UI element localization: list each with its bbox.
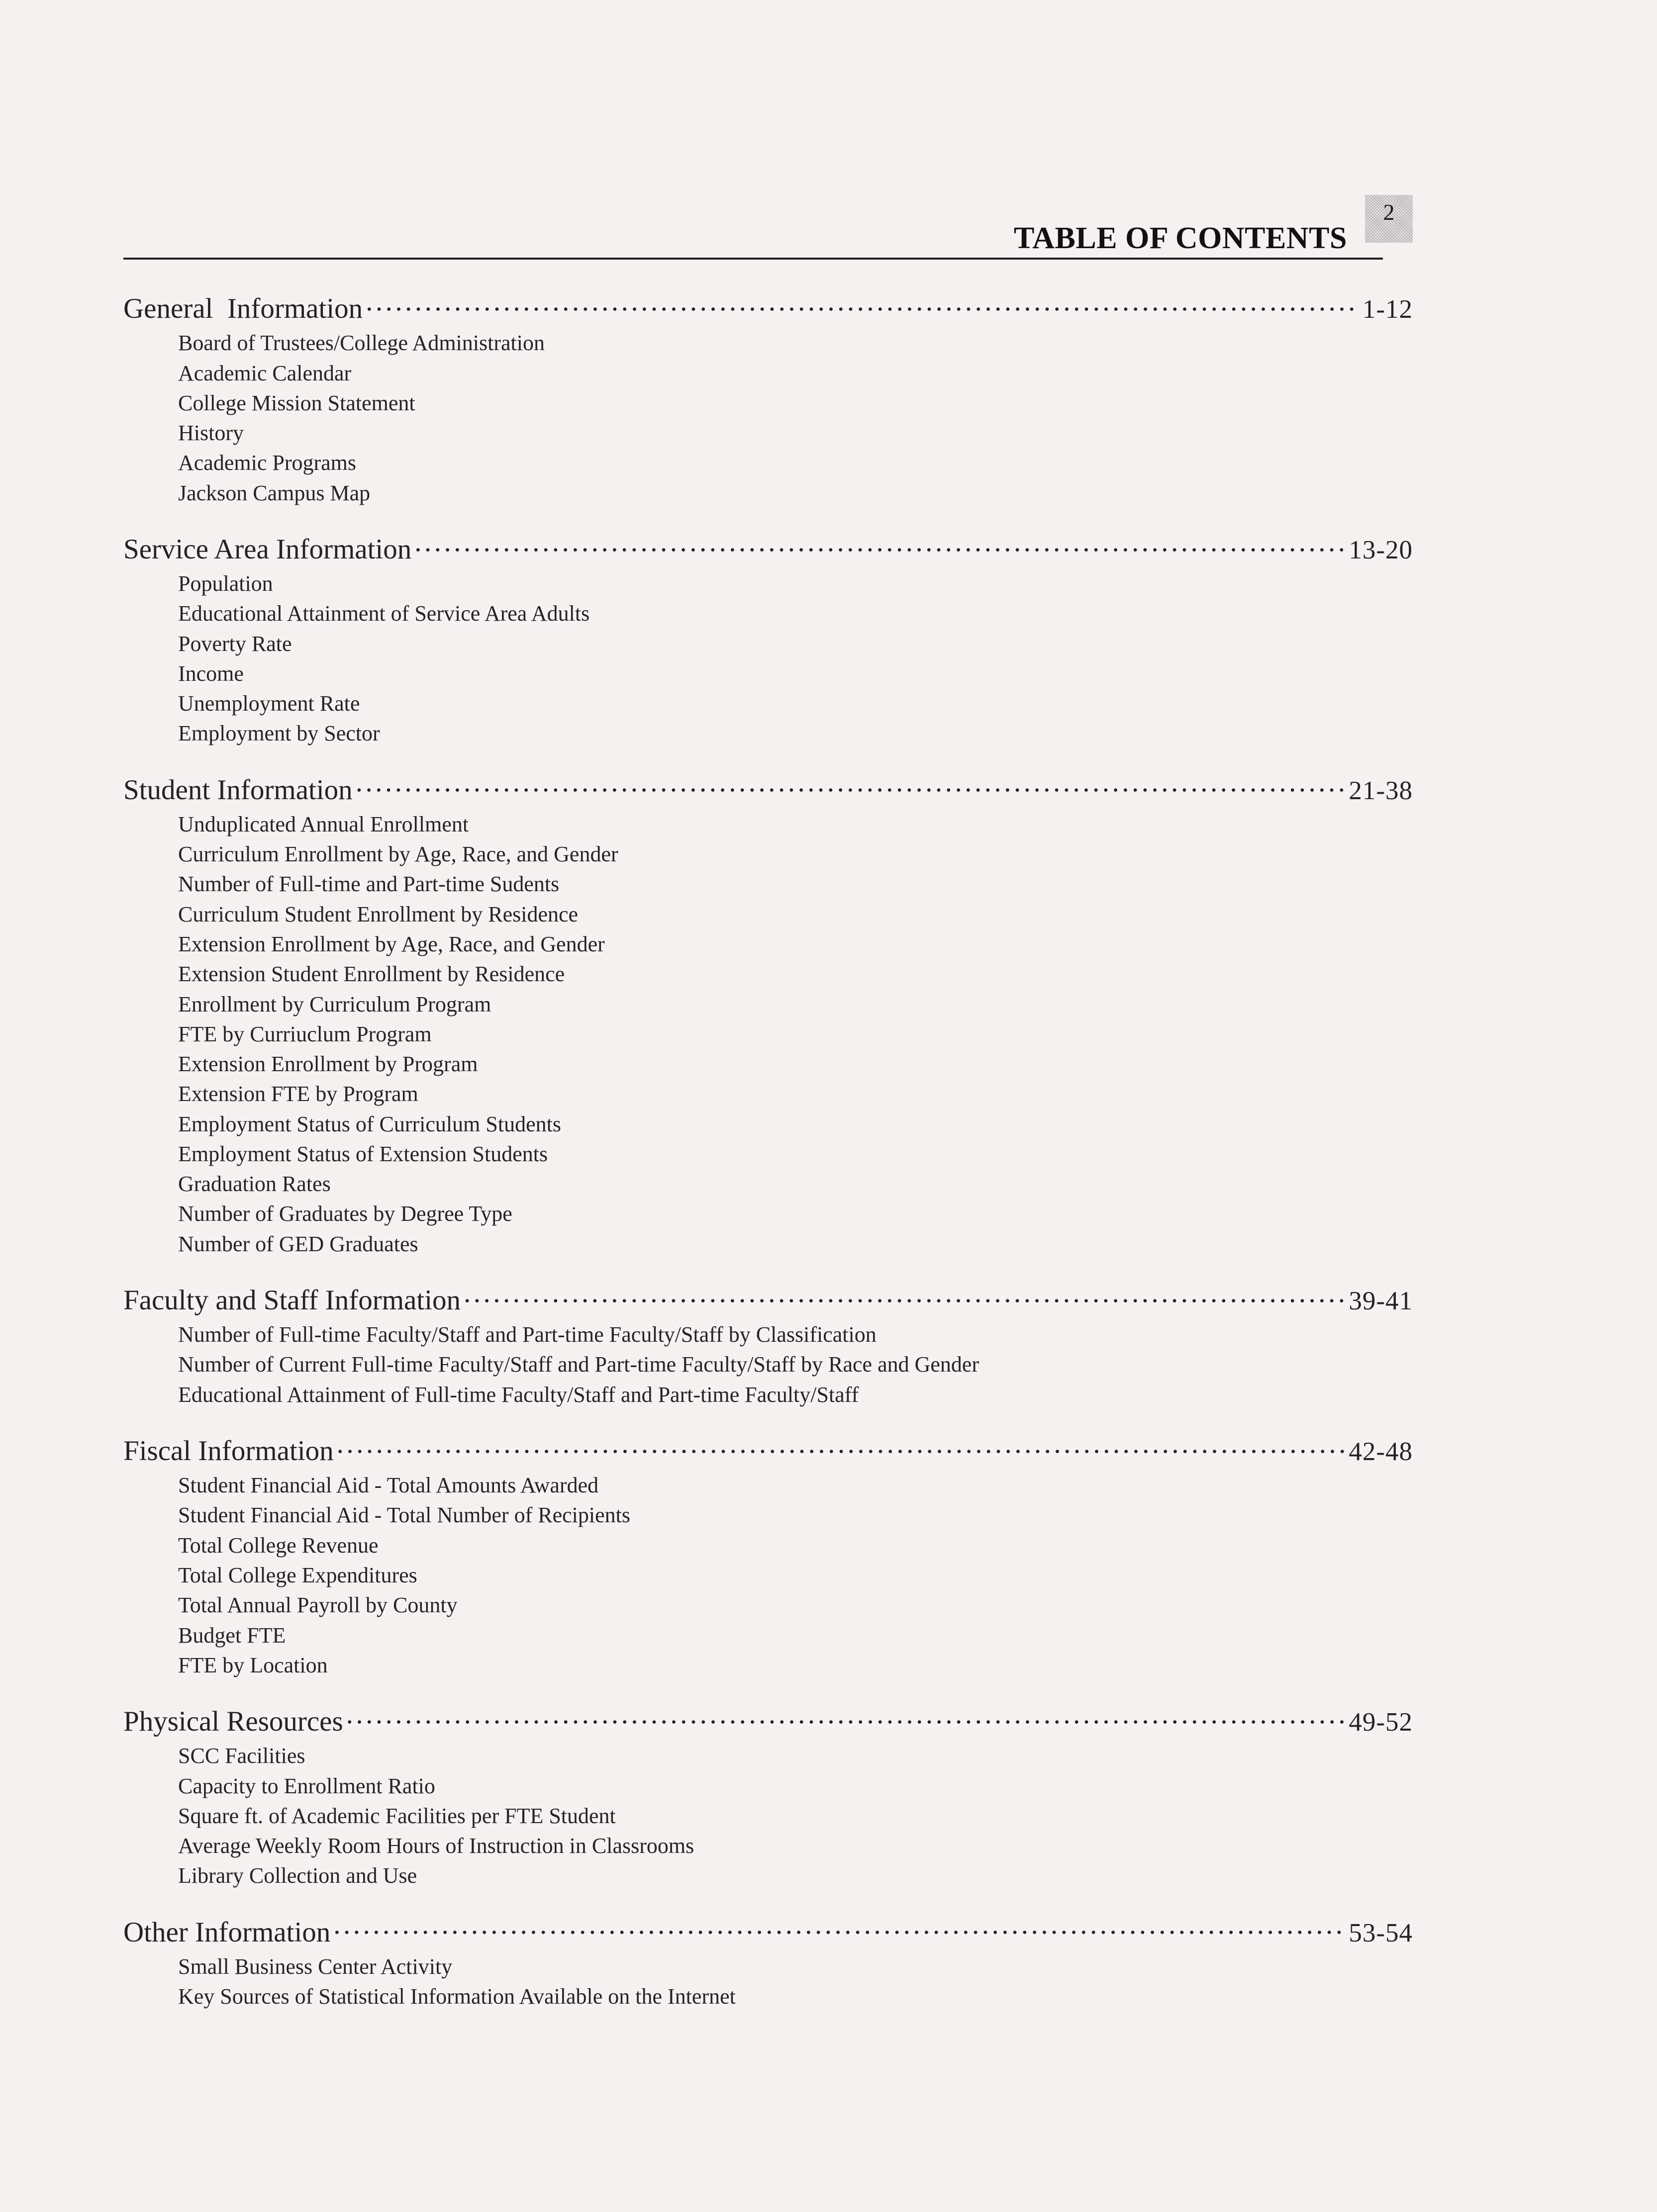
toc-subitem[interactable]: Educational Attainment of Service Area Adults [178, 601, 590, 626]
toc-section [123, 1432, 1413, 1680]
toc-subitem[interactable]: Student Financial Aid - Total Number of Recipients [178, 1503, 630, 1528]
dot-leader [346, 1702, 1346, 1731]
page-number-value: 2 [1383, 199, 1395, 225]
dot-leader [356, 771, 1346, 799]
toc-section [123, 1913, 1413, 2012]
toc-subitem[interactable]: Number of Full-time and Part-time Sudents [178, 872, 560, 897]
toc-subitem[interactable]: Unemployment Rate [178, 691, 360, 716]
toc-subitem[interactable]: Total Annual Payroll by County [178, 1593, 458, 1618]
toc-subitem[interactable]: Square ft. of Academic Facilities per FTE Student [178, 1803, 616, 1828]
toc-subitem[interactable]: Academic Calendar [178, 361, 352, 385]
toc-subitem[interactable]: FTE by Curriuclum Program [178, 1021, 432, 1046]
toc-subitem[interactable]: Extension Student Enrollment by Residence [178, 962, 565, 987]
toc-section-title: Physical Resources [123, 1706, 343, 1738]
toc-subitem[interactable]: Jackson Campus Map [178, 480, 371, 505]
toc-subitem[interactable]: Enrollment by Curriculum Program [178, 992, 491, 1016]
toc-subitem[interactable]: Poverty Rate [178, 631, 292, 656]
toc-subitem[interactable]: Academic Programs [178, 451, 356, 475]
toc-subitem[interactable]: Curriculum Enrollment by Age, Race, and Gender [178, 842, 618, 867]
toc-section-entry[interactable] [123, 1913, 1413, 1949]
toc-subitem[interactable]: Budget FTE [178, 1623, 286, 1648]
toc-subitem-list [123, 328, 1413, 508]
page-header-row [123, 198, 1413, 254]
toc-section [123, 771, 1413, 1259]
toc-subitem[interactable]: Number of Graduates by Degree Type [178, 1201, 512, 1226]
toc-subitem[interactable]: Number of Full-time Faculty/Staff and Part-time Faculty/Staff by Classification [178, 1322, 877, 1347]
toc-section-entry[interactable] [123, 1702, 1413, 1738]
toc-subitem-list [123, 810, 1413, 1259]
toc-subitem[interactable]: Curriculum Student Enrollment by Residence [178, 902, 579, 926]
toc-subitem[interactable]: Unduplicated Annual Enrollment [178, 812, 469, 836]
toc-section-entry[interactable] [123, 1432, 1413, 1468]
toc-subitem[interactable]: Board of Trustees/College Administration [178, 331, 545, 356]
toc-section-entry[interactable] [123, 530, 1413, 566]
toc-section-title: General Information [123, 293, 363, 324]
toc-subitem[interactable]: Total College Revenue [178, 1533, 379, 1558]
toc-section-entry[interactable] [123, 771, 1413, 807]
toc-section-title: Student Information [123, 774, 353, 806]
dot-leader [366, 289, 1360, 318]
toc-section-title: Faculty and Staff Information [123, 1284, 461, 1316]
toc-subitem[interactable]: Total College Expenditures [178, 1563, 417, 1588]
toc-subitem[interactable]: SCC Facilities [178, 1744, 305, 1768]
toc-subitem-list [123, 569, 1413, 749]
toc-subitem[interactable]: History [178, 421, 244, 446]
toc-subitem[interactable]: Extension Enrollment by Program [178, 1052, 478, 1077]
dot-leader [414, 530, 1346, 558]
dot-leader [337, 1432, 1346, 1460]
toc-section [123, 530, 1413, 749]
toc-subitem[interactable]: Student Financial Aid - Total Amounts Awarded [178, 1473, 599, 1498]
toc-subitem[interactable]: Educational Attainment of Full-time Faculty/Staff and Part-time Faculty/Staff [178, 1382, 859, 1407]
table-of-contents-list [123, 289, 1413, 2012]
toc-section-page-range: 21-38 [1349, 776, 1413, 805]
toc-subitem[interactable]: Population [178, 571, 273, 596]
page-title: TABLE OF CONTENTS [1014, 221, 1347, 255]
toc-subitem-list [123, 1471, 1413, 1680]
toc-subitem[interactable]: Library Collection and Use [178, 1863, 417, 1888]
toc-section [123, 289, 1413, 508]
toc-section-page-range: 53-54 [1349, 1918, 1413, 1947]
toc-section-page-range: 13-20 [1349, 535, 1413, 564]
header-divider [123, 258, 1383, 260]
toc-subitem[interactable]: College Mission Statement [178, 390, 415, 415]
toc-subitem[interactable]: Number of GED Graduates [178, 1231, 418, 1256]
toc-section-entry[interactable] [123, 289, 1413, 325]
page-number-badge [1365, 195, 1413, 243]
toc-section [123, 1281, 1413, 1410]
dot-leader [333, 1913, 1346, 1941]
toc-subitem[interactable]: Number of Current Full-time Faculty/Staff and Part-time Faculty/Staff by Race and Gender [178, 1352, 979, 1377]
toc-section-title: Other Information [123, 1916, 331, 1948]
toc-section [123, 1702, 1413, 1891]
toc-subitem[interactable]: Employment Status of Curriculum Students [178, 1111, 561, 1136]
toc-section-entry[interactable] [123, 1281, 1413, 1317]
toc-subitem[interactable]: Income [178, 661, 244, 686]
toc-subitem[interactable]: Extension Enrollment by Age, Race, and Gender [178, 932, 605, 956]
toc-subitem[interactable]: Employment by Sector [178, 721, 380, 746]
page-header [123, 198, 1413, 260]
toc-subitem-list [123, 1741, 1413, 1891]
dot-leader [464, 1281, 1346, 1309]
toc-subitem-list [123, 1320, 1413, 1410]
toc-section-page-range: 49-52 [1349, 1708, 1413, 1737]
toc-section-page-range: 39-41 [1349, 1286, 1413, 1315]
toc-subitem[interactable]: Employment Status of Extension Students [178, 1141, 548, 1166]
toc-subitem[interactable]: FTE by Location [178, 1653, 328, 1677]
toc-section-page-range: 1-12 [1362, 295, 1413, 324]
toc-subitem[interactable]: Small Business Center Activity [178, 1954, 453, 1979]
toc-subitem[interactable]: Graduation Rates [178, 1172, 331, 1197]
toc-section-title: Fiscal Information [123, 1435, 334, 1467]
toc-section-page-range: 42-48 [1349, 1437, 1413, 1466]
toc-subitem-list [123, 1952, 1413, 2012]
toc-subitem[interactable]: Extension FTE by Program [178, 1082, 418, 1106]
toc-subitem[interactable]: Average Weekly Room Hours of Instruction in Classrooms [178, 1834, 694, 1858]
toc-subitem[interactable]: Capacity to Enrollment Ratio [178, 1773, 435, 1798]
toc-section-title: Service Area Information [123, 533, 412, 565]
toc-subitem[interactable]: Key Sources of Statistical Information Available on the Internet [178, 1984, 736, 2009]
